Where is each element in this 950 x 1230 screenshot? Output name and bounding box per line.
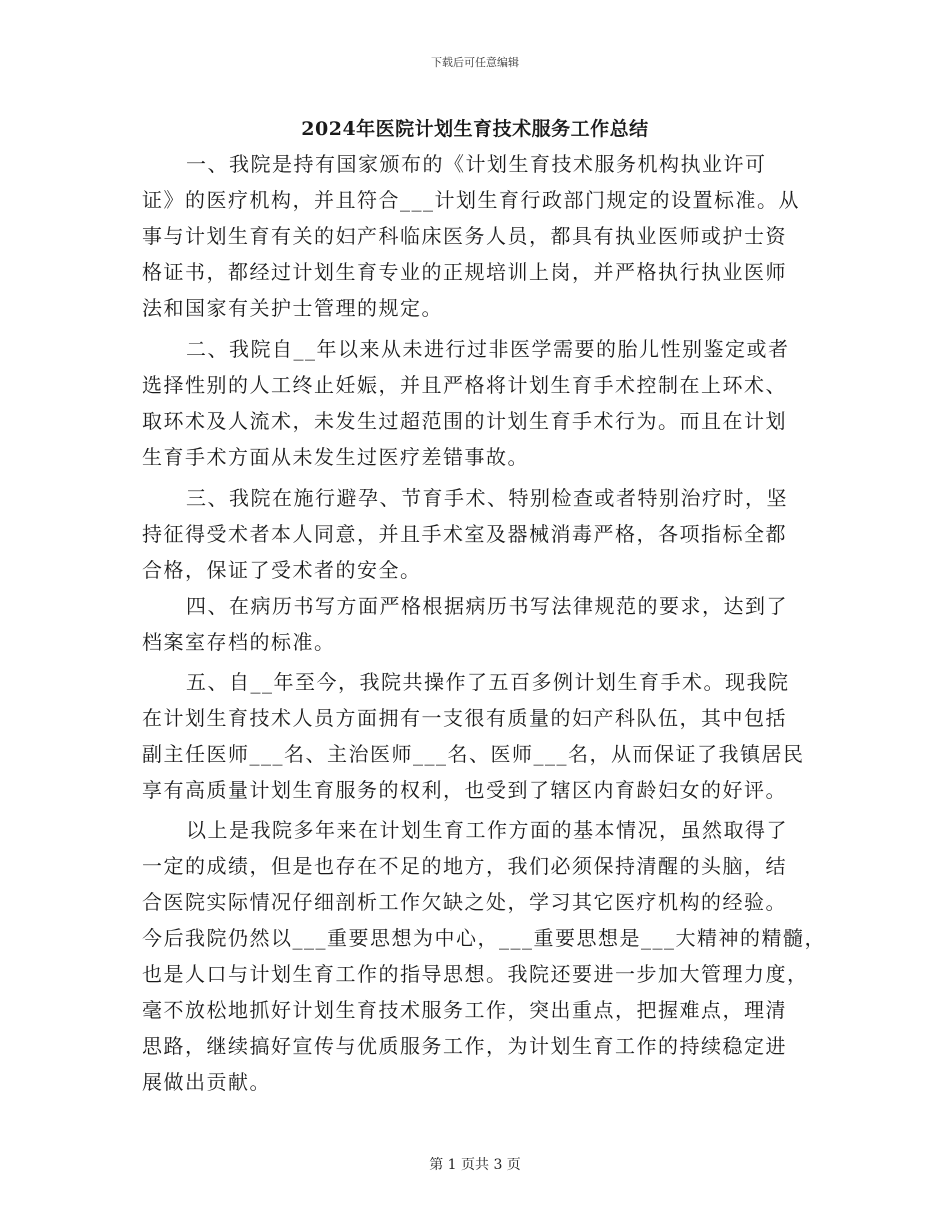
page-number: 第 1 页共 3 页 xyxy=(429,1157,521,1173)
paragraph-line: 合医院实际情况仔细剖析工作欠缺之处，学习其它医疗机构的经验。 xyxy=(142,890,787,914)
paragraph-6 xyxy=(142,812,826,1100)
paragraph-line: 档案室存档的标准。 xyxy=(142,630,336,654)
paragraph-line: 事与计划生育有关的妇产科临床医务人员，都具有执业医师或护士资 xyxy=(142,224,787,248)
paragraph-line: 毫不放松地抓好计划生育技术服务工作，突出重点，把握难点，理清 xyxy=(142,998,787,1022)
paragraph-line: 一定的成绩，但是也存在不足的地方，我们必须保持清醒的头脑，结 xyxy=(142,854,787,878)
paragraph-line: 一、我院是持有国家颁布的《计划生育技术服务机构执业许可 xyxy=(186,152,767,176)
paragraph-line: 三、我院在施行避孕、节育手术、特别检查或者特别治疗时，坚 xyxy=(186,486,788,510)
paragraph-line: 也是人口与计划生育工作的指导思想。我院还要进一步加大管理力度， xyxy=(142,962,809,986)
paragraph-line: 副主任医师___名、主治医师___名、医师___名，从而保证了我镇居民 xyxy=(142,742,805,766)
paragraph-line: 四、在病历书写方面严格根据病历书写法律规范的要求，达到了 xyxy=(186,594,788,618)
paragraph-line: 法和国家有关护士管理的规定。 xyxy=(142,296,443,320)
paragraph-line: 合格，保证了受术者的安全。 xyxy=(142,558,422,582)
paragraph-line: 思路，继续搞好宣传与优质服务工作，为计划生育工作的持续稳定进 xyxy=(142,1034,787,1058)
document-title: 2024年医院计划生育技术服务工作总结 xyxy=(301,118,649,140)
paragraph-line: 在计划生育技术人员方面拥有一支很有质量的妇产科队伍，其中包括 xyxy=(142,706,787,730)
paragraph-line: 以上是我院多年来在计划生育工作方面的基本情况，虽然取得了 xyxy=(186,818,788,842)
paragraph-5 xyxy=(142,664,822,808)
paragraph-line: 享有高质量计划生育服务的权利，也受到了辖区内育龄妇女的好评。 xyxy=(142,778,787,802)
paragraph-line: 证》的医疗机构，并且符合___计划生育行政部门规定的设置标准。从 xyxy=(142,188,800,212)
paragraph-line: 五、自__年至今，我院共操作了五百多例计划生育手术。现我院 xyxy=(186,670,790,694)
paragraph-line: 生育手术方面从未发生过医疗差错事故。 xyxy=(142,445,529,469)
paragraph-line: 选择性别的人工终止妊娠，并且严格将计划生育手术控制在上环术、 xyxy=(142,373,787,397)
paragraph-2 xyxy=(142,331,822,475)
paragraph-line: 今后我院仍然以___重要思想为中心，___重要思想是___大精神的精髓， xyxy=(142,926,826,950)
paragraph-line: 二、我院自__年以来从未进行过非医学需要的胎儿性别鉴定或者 xyxy=(186,337,790,361)
paragraph-line: 取环术及人流术，未发生过超范围的计划生育手术行为。而且在计划 xyxy=(142,409,787,433)
header-note: 下载后可任意编辑 xyxy=(431,56,519,69)
paragraph-line: 格证书，都经过计划生育专业的正规培训上岗，并严格执行执业医师 xyxy=(142,260,787,284)
paragraph-line: 持征得受术者本人同意，并且手术室及器械消毒严格，各项指标全都 xyxy=(142,522,787,546)
paragraph-1 xyxy=(142,146,822,326)
paragraph-line: 展做出贡献。 xyxy=(142,1070,271,1094)
paragraph-4 xyxy=(142,588,822,660)
paragraph-3 xyxy=(142,480,822,588)
